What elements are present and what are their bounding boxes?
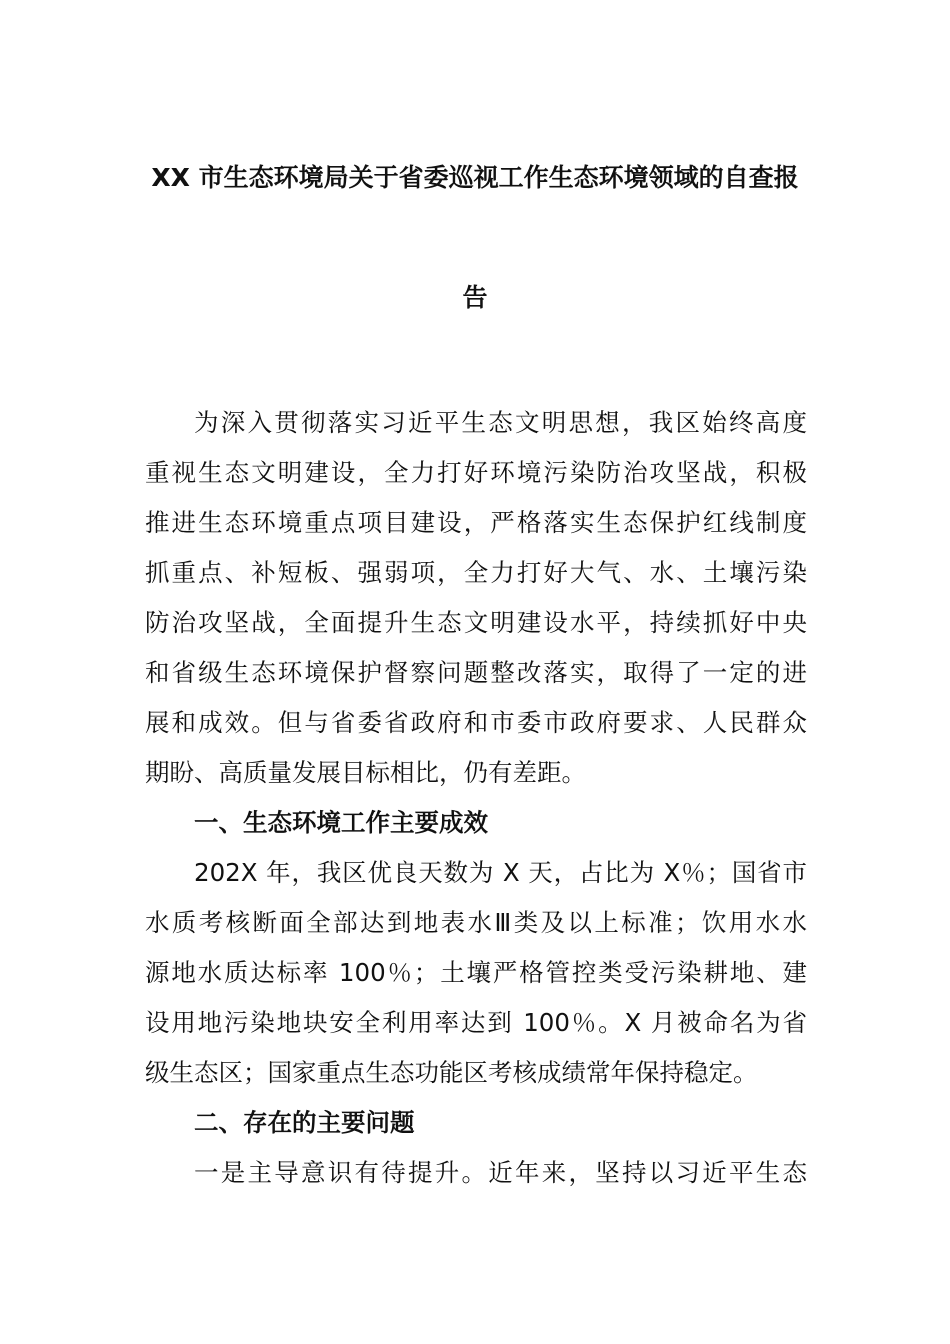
document-body <box>145 398 807 1198</box>
paragraph-line: 展和成效。但与省委省政府和市委市政府要求、人民群众 <box>145 708 807 737</box>
paragraph-line: 设用地污染地块安全利用率达到 100％。X 月被命名为省 <box>145 1008 807 1037</box>
paragraph-line: 期盼、高质量发展目标相比，仍有差距。 <box>145 758 586 787</box>
section-heading-achievements: 一、生态环境工作主要成效 <box>194 808 488 837</box>
paragraph-line: 为深入贯彻落实习近平生态文明思想，我区始终高度 <box>194 408 807 437</box>
paragraph-line: 级生态区；国家重点生态功能区考核成绩常年保持稳定。 <box>145 1058 758 1087</box>
paragraph-line: 抓重点、补短板、强弱项，全力打好大气、水、土壤污染 <box>145 558 807 587</box>
section-heading-problems: 二、存在的主要问题 <box>194 1108 415 1137</box>
paragraph-line: 水质考核断面全部达到地表水Ⅲ类及以上标准；饮用水水 <box>145 908 807 937</box>
paragraph-line: 202X 年，我区优良天数为 X 天，占比为 X％；国省市 <box>194 858 807 887</box>
paragraph-line: 一是主导意识有待提升。近年来，坚持以习近平生态 <box>194 1158 807 1187</box>
document-title-line-2: 告 <box>462 283 488 312</box>
paragraph-line: 重视生态文明建设，全力打好环境污染防治攻坚战，积极 <box>145 458 807 487</box>
paragraph-line: 和省级生态环境保护督察问题整改落实，取得了一定的进 <box>145 658 807 687</box>
document-title-line-1: XX 市生态环境局关于省委巡视工作生态环境领域的自查报 <box>151 163 799 192</box>
paragraph-line: 防治攻坚战，全面提升生态文明建设水平，持续抓好中央 <box>145 608 807 637</box>
paragraph-line: 推进生态环境重点项目建设，严格落实生态保护红线制度 <box>145 508 807 537</box>
paragraph-line: 源地水质达标率 100％；土壤严格管控类受污染耕地、建 <box>145 958 807 987</box>
